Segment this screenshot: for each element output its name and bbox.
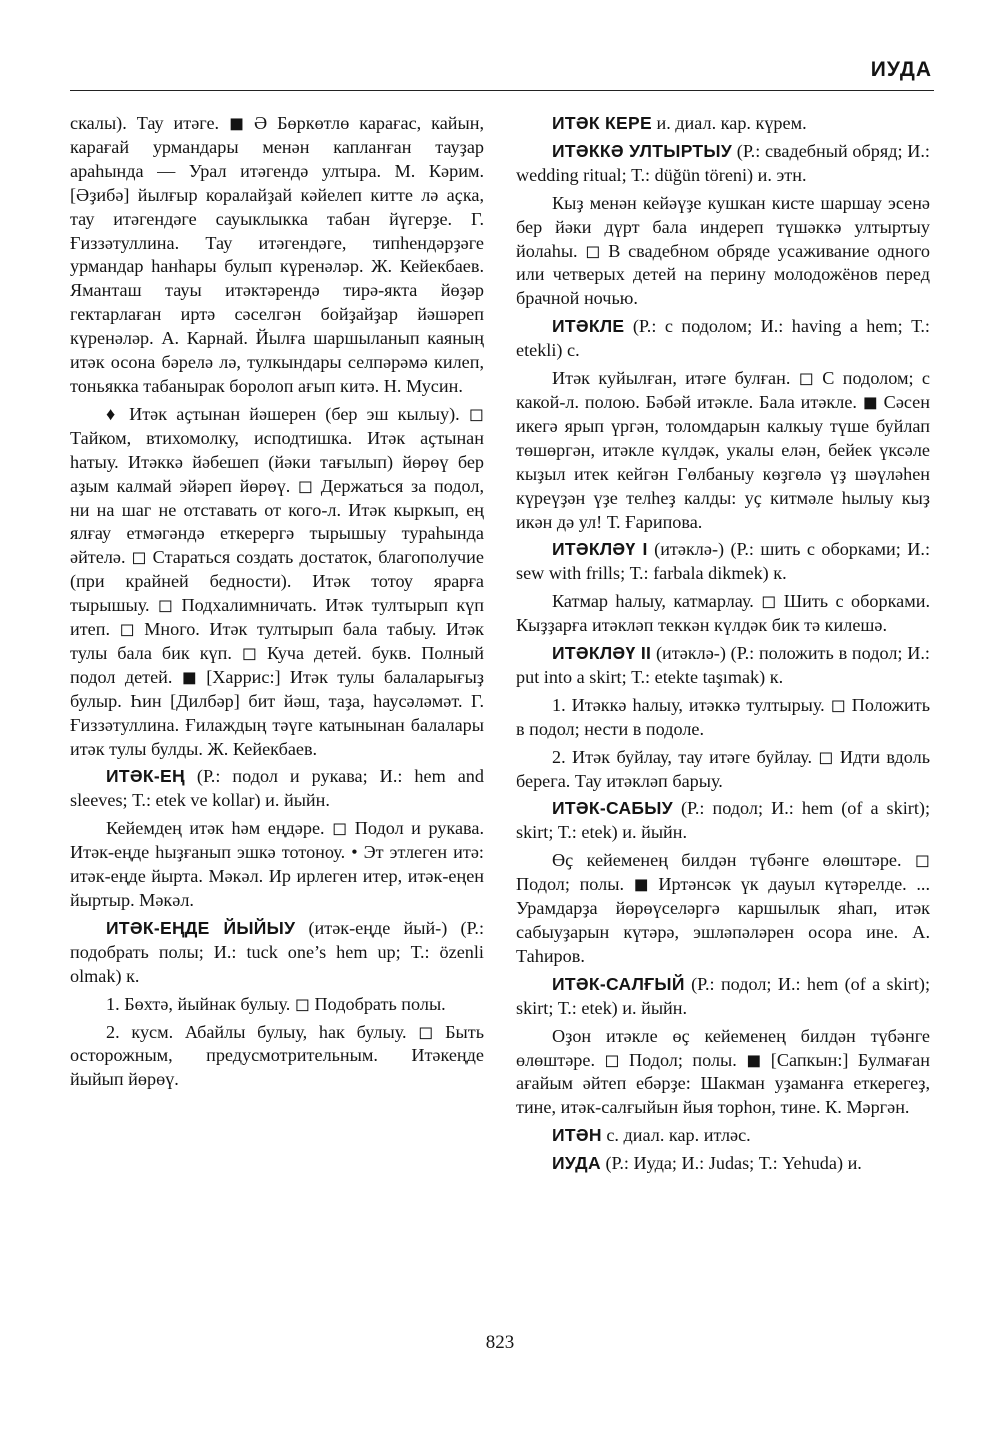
headword: ИТӘК-ЕҢДЕ ЙЫЙЫУ (106, 917, 296, 938)
sense-text: 2. кусм. Абайлы булыу, һак булыу. ◻ Быть осторожным, предусмотрительным. Итәкеңде йыйып йөрөү. (70, 1021, 484, 1090)
headword: ИТӘКЛӘҮ I (552, 539, 648, 560)
entry-definition: (Р.: с подолом; И.: having a hem; Т.: etekli) с. (516, 316, 930, 361)
entry-itek-ende-yiyiu (70, 917, 484, 989)
headword: ИТӘКЛЕ (552, 316, 625, 337)
header-rule (70, 90, 934, 91)
entry-body (516, 1025, 930, 1121)
entry-continuation (70, 112, 484, 399)
entry-definition: (итәклә-) (Р.: шить с оборками; И.: sew with frills; Т.: farbala dikmek) к. (516, 539, 930, 584)
entry-definition: и. диал. кар. күрем. (651, 113, 807, 133)
entry-itek-kere (516, 112, 930, 136)
entry-body (516, 367, 930, 534)
idioms-text: ♦ Итәк аҫтынан йәшерен (бер эш кылыу). ◻ Тайком, втихомолку, исподтишка. Итәк аҫтынан һатыу. Итәккә йәбешеп (йәки тағылып) йөрөү бер аҙым калмай эйәреп йөрөү. ◻ Держаться за подол, ни на шаг не отставать от кого-л. Итәк кыркып, ең ялғау етмәгәндә еткерергә тырышыу тураһында әйтелә. ◻ Стараться создать достаток, благополучие (при крайней бедности). Итәк тотоу ярарға тырышыу. ◻ Подхалимничать. Итәк тултырып күп итеп. ◻ Много. Итәк тултырып бала табыу. Итәк тулы бала бик күп. ◻ Куча детей. букв. Полный подол детей. ◼ [Харрис:] Итәк тулы балаларығыҙ булыр. Һин [Дилбәр] бит йәш, таҙа, һаусәләмәт. Г. Ғиззәтуллина. Ғилаждың тәүге катынынан балалары итәк тулы булды. Ж. Кейекбаев. (70, 403, 484, 759)
entry-itek-sabyu (516, 797, 930, 845)
entry-text: Өҫ кейеменең билдән түбәнге өлөштәре. ◻ Подол; полы. ◼ Иртәнсәк үк дауыл күтәрелде. ... Урамдарҙа йөрөүселәргә каршылык яһап, итәк сабыуҙарын күтәрә, эшләпәләрен осора ине. А. Таһиров. (516, 850, 930, 966)
headword: ИТӘК КЕРЕ (552, 113, 652, 133)
entry-text: Катмар һалыу, катмарлау. ◻ Шить с оборками. Кыҙҙарға итәкләп теккән күлдәк бик тә килешә. (516, 591, 930, 636)
entry-definition: (Р.: свадебный обряд; И.: wedding ritual; Т.: düğün töreni) и. этн. (516, 140, 930, 185)
headword: ИТӘКЛӘҮ II (552, 643, 652, 664)
sense-text: 2. Итәк буйлау, тау итәге буйлау. ◻ Идти вдоль берега. Тау итәкләп барыу. (516, 746, 930, 791)
entry-iteklew-2 (516, 642, 930, 690)
headword: ИТӘК-САЛҒЫЙ (552, 973, 685, 994)
entry-iuda (516, 1152, 930, 1176)
entry-definition: (Р.: Иуда; И.: Judas; Т.: Yehuda) и. (600, 1153, 862, 1174)
page-number: 823 (485, 1332, 515, 1353)
entry-body (516, 192, 930, 312)
idioms-block (70, 403, 484, 762)
sense-1 (516, 694, 930, 742)
headword: ИТӘК-ЕҢ (106, 766, 185, 787)
right-column (516, 112, 930, 1180)
sense-1 (70, 993, 484, 1017)
entry-itekle (516, 315, 930, 363)
left-column (70, 112, 484, 1096)
headword: ИУДА (552, 1153, 601, 1174)
entry-text: Кейемдең итәк һәм еңдәре. ◻ Подол и рукава. Итәк-еңде һыҙғанып эшкә тотоноу. • Эт этлеген итә: итәк-еңде йырта. Мәкәл. Ир ирлеген итер, итәк-еңен йыртыр. Мәкәл. (70, 818, 484, 910)
entry-iten (516, 1124, 930, 1148)
entry-text: Итәк куйылған, итәге булған. ◻ С подолом; с какой-л. полою. Бәбәй итәкле. Бала итәкле. ◼ Сәсен икегә ярып үргән, толомдарын калкыу түше буйлап төшөргән, итәкле күлдәк, укалы елән, бейек үксәле кыҙыл итек кейгән Гөлбаныу көҙгөлә үҙ шәүләһен күреүҙән үҙе телһеҙ калды: уҫ китмәле һылыу кыҙ икән дә ул! Т. Ғарипова. (516, 368, 930, 532)
sense-text: 1. Бөхтә, йыйнак булыу. ◻ Подобрать полы. (106, 993, 446, 1014)
entry-text: Оҙон итәкле өҫ кейеменең билдән түбәнге өлөштәре. ◻ Подол; полы. ◼ [Сапкын:] Булмаған ағайым әйтеп ебәрҙе: Шакман уҙаманға еткерегеҙ, тине, итәк-салғыйын йыя торһон, тине. К. Мәргән. (516, 1025, 930, 1118)
headword: ИТӘККӘ УЛТЫРТЫУ (552, 140, 733, 161)
entry-definition: (Р.: подол; И.: hem (of a skirt); skirt; Т.: etek) и. йыйн. (516, 973, 930, 1018)
running-head: ИУДА (870, 58, 932, 81)
sense-2 (516, 746, 930, 794)
entry-text: скалы). Тау итәге. ◼ Ә Бөркөтлө карағас, кайын, карағай урмандары менән капланған тауҙар араһында — Урал итәгендә ултыра. М. Кәрим. [Әҙибә] йылғыр коралайҙай кәйелеп китте лә аҫка, тау итәгендәге сауыклыкка табан йүгерҙе. Г. Ғиззәтуллина. Тау итәгендәге, типһендәрҙәге урмандар һанһары булып күренәләр. Ж. Кейекбаев. Яманташ тауы итәктәрендә тирә-якта йөҙәр гектарлаған иртә сәселгән бойҙайҙар йәшәреп күренәләр. А. Карнай. Йылға шаршыланып каяның итәк осона бәрелә лә, тулкындары селпәрәмә килеп, тоньякка табанырак боролоп ағып китә. Н. Мусин. (70, 113, 484, 396)
entry-itekke-ultyrtyu (516, 140, 930, 188)
entry-definition: (Р.: подол и рукава; И.: hem and sleeves; Т.: etek ve kollar) и. йыйн. (70, 766, 484, 811)
entry-text: Кыҙ менән кейәүҙе кушкан кисте шаршау эсенә бер йәки дүрт бала индереп түшәккә ултыртыу йолаһы. ◻ В свадебном обряде усаживание одного или четверых детей на перину молодожёнов перед брачной ночью. (516, 192, 930, 309)
entry-definition: с. диал. кар. итләс. (601, 1125, 751, 1146)
entry-itek-en (70, 765, 484, 813)
entry-definition: (итәк-еңде йый-) (Р.: подобрать полы; И.: tuck one’s hem up; Т.: özenli olmak) к. (70, 917, 484, 986)
entry-definition: (итәклә-) (Р.: положить в подол; И.: put into a skirt; Т.: etekte taşımak) к. (516, 643, 930, 687)
headword: ИТӘК-САБЫУ (552, 798, 673, 819)
entry-body (516, 590, 930, 638)
sense-2 (70, 1021, 484, 1093)
sense-text: 1. Итәккә һалыу, итәккә тултырыу. ◻ Положить в подол; нести в подоле. (516, 694, 930, 739)
entry-definition: (Р.: подол; И.: hem (of a skirt); skirt; Т.: etek) и. йыйн. (516, 798, 930, 843)
entry-body (70, 817, 484, 913)
headword: ИТӘН (552, 1125, 602, 1146)
entry-iteklew-1 (516, 538, 930, 586)
entry-body (516, 849, 930, 969)
entry-itek-salgyi (516, 973, 930, 1021)
